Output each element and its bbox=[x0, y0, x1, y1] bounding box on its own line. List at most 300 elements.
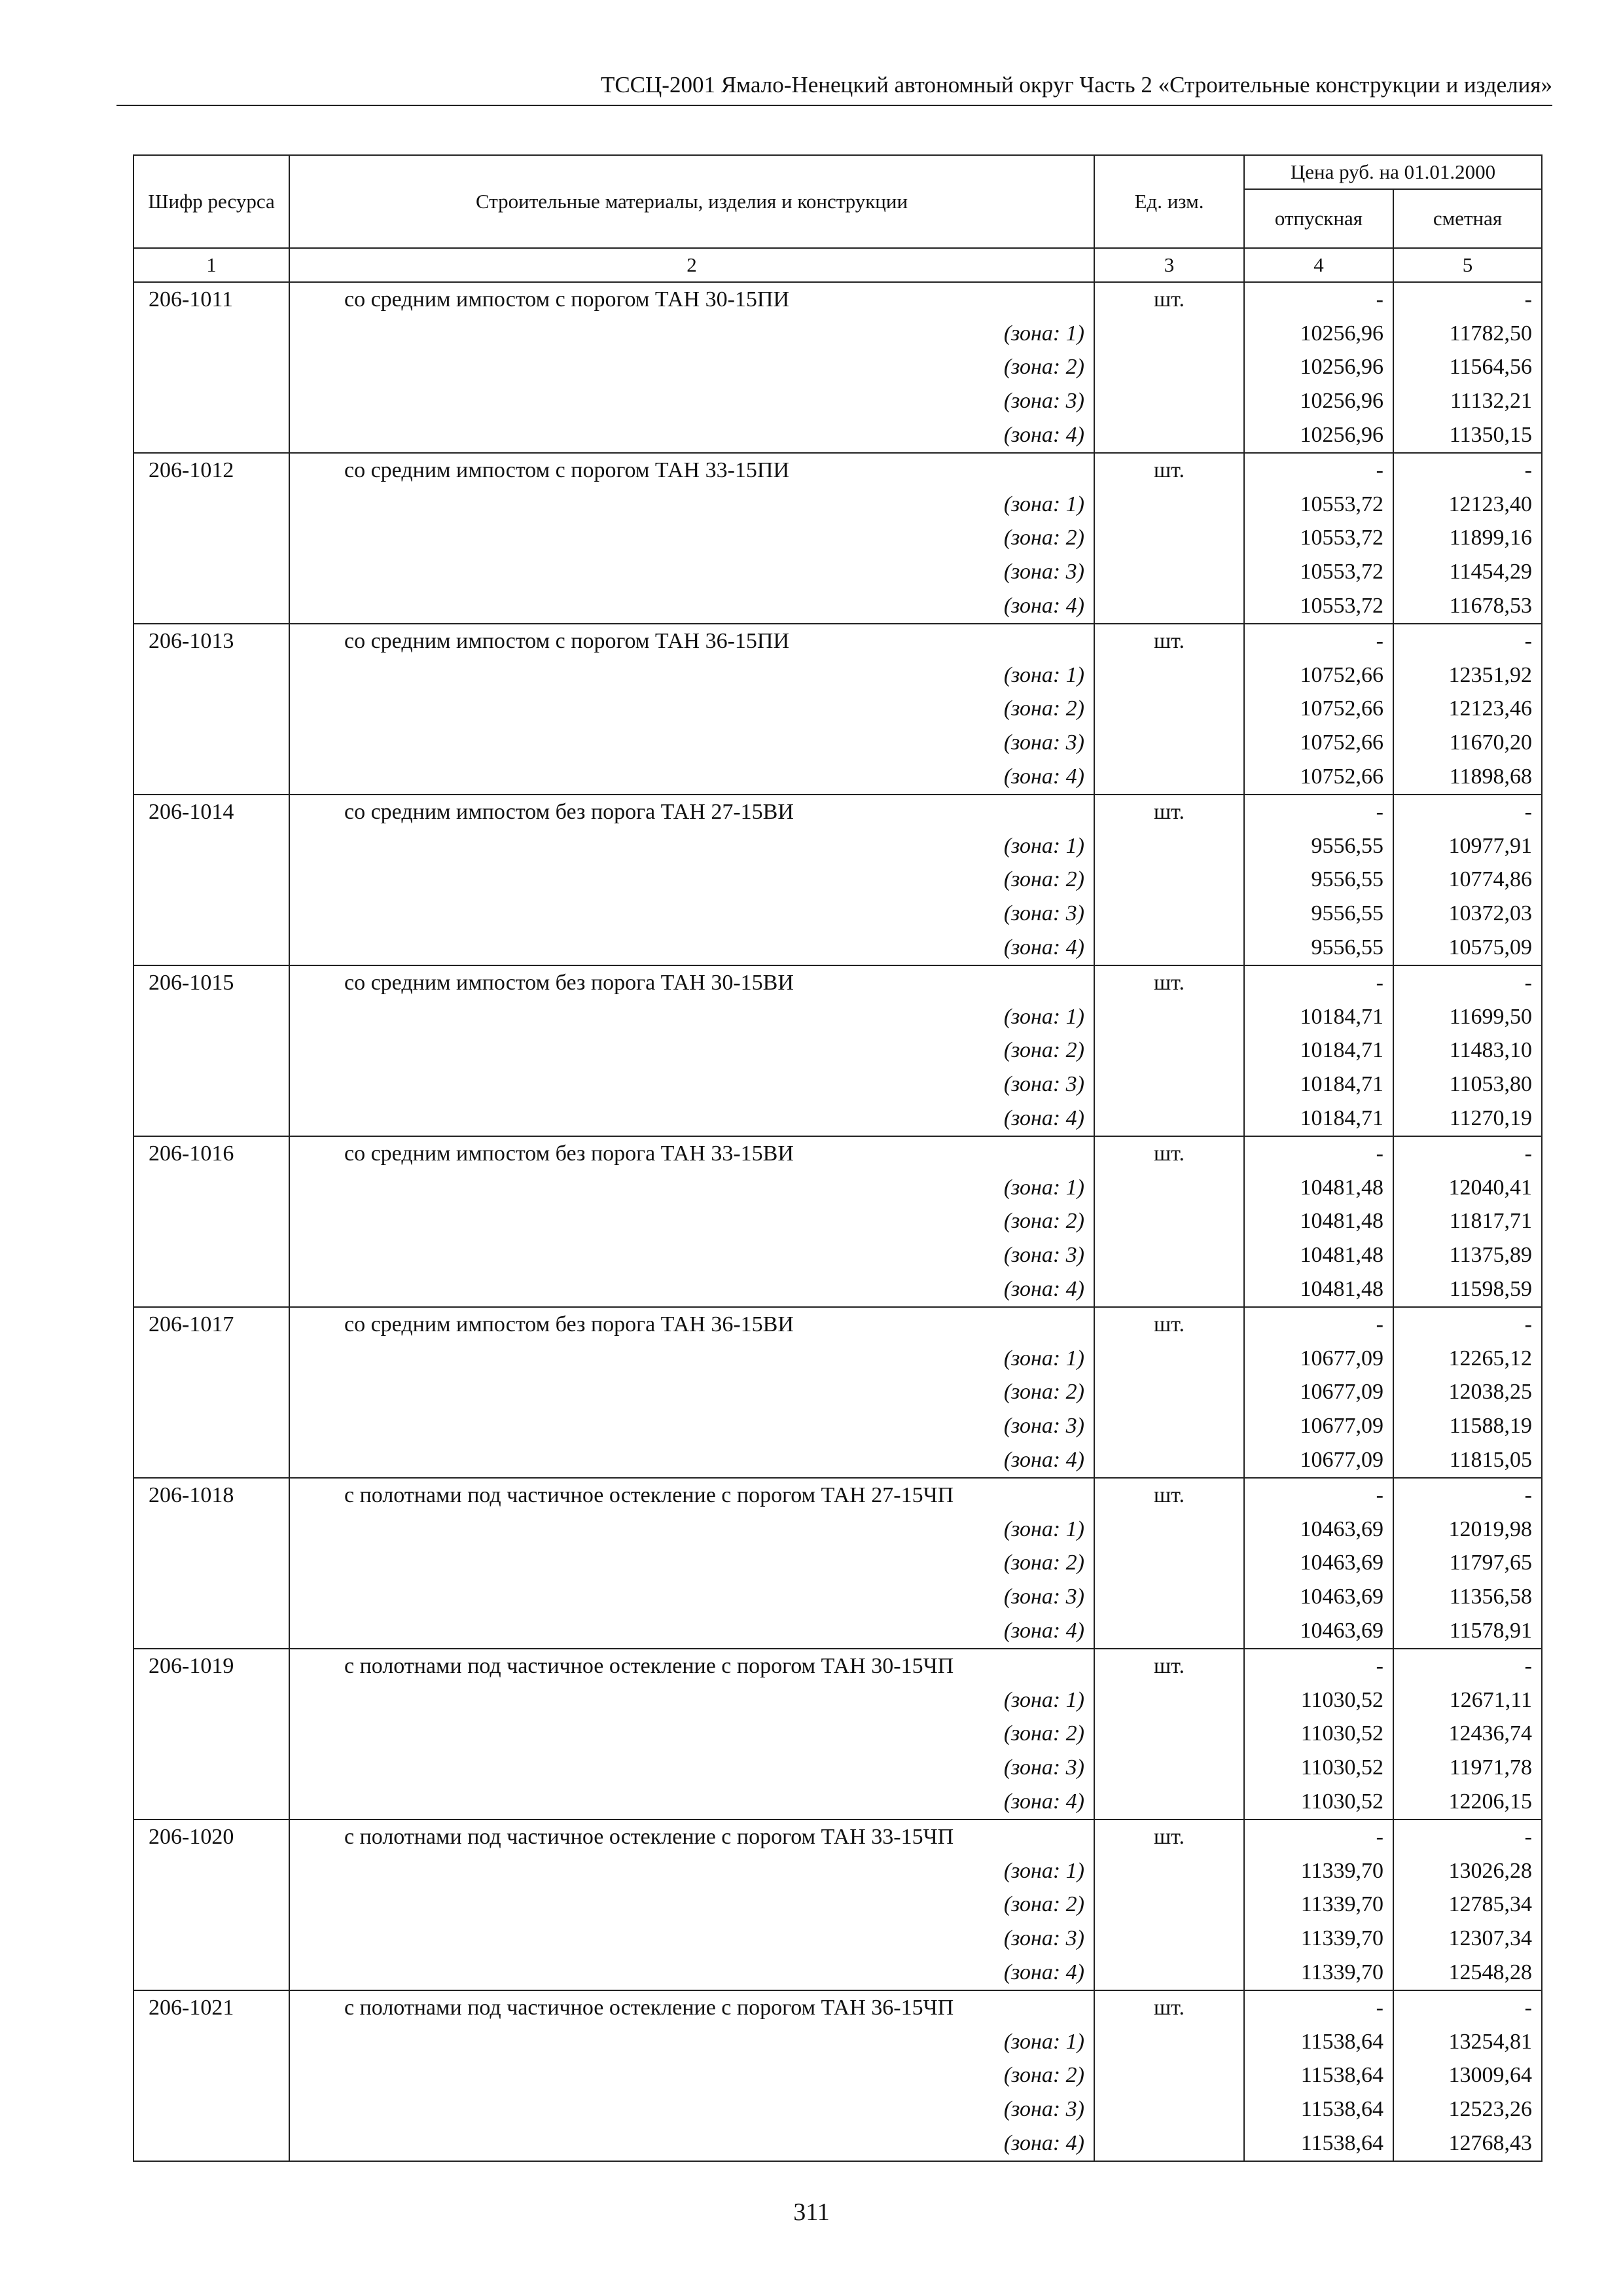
resource-code-empty bbox=[134, 1546, 289, 1580]
release-price: 10463,69 bbox=[1244, 1546, 1393, 1580]
unit-empty bbox=[1094, 1922, 1244, 1956]
zone-row bbox=[134, 1205, 1542, 1239]
resource-code-empty bbox=[134, 658, 289, 692]
release-price: 10752,66 bbox=[1244, 760, 1393, 795]
unit-empty bbox=[1094, 1342, 1244, 1376]
unit-of-measure: шт. bbox=[1094, 965, 1244, 1000]
resource-code: 206-1015 bbox=[134, 965, 289, 1000]
release-price: 11538,64 bbox=[1244, 2058, 1393, 2092]
resource-code-empty bbox=[134, 2126, 289, 2161]
estimate-price: 11454,29 bbox=[1393, 555, 1542, 589]
zone-label: (зона: 3) bbox=[289, 1751, 1094, 1785]
resource-code-empty bbox=[134, 1513, 289, 1547]
zone-row bbox=[134, 1614, 1542, 1649]
resource-code-empty bbox=[134, 1922, 289, 1956]
estimate-price: 12206,15 bbox=[1393, 1785, 1542, 1820]
unit-of-measure: шт. bbox=[1094, 1478, 1244, 1513]
estimate-price: 11782,50 bbox=[1393, 317, 1542, 351]
release-price: - bbox=[1244, 1820, 1393, 1854]
estimate-price: - bbox=[1393, 624, 1542, 658]
release-price: 11538,64 bbox=[1244, 2025, 1393, 2059]
header-release-price: отпускная bbox=[1244, 189, 1393, 248]
unit-of-measure: шт. bbox=[1094, 1136, 1244, 1171]
estimate-price: 13009,64 bbox=[1393, 2058, 1542, 2092]
zone-row bbox=[134, 1067, 1542, 1102]
estimate-price: 10774,86 bbox=[1393, 863, 1542, 897]
zone-label: (зона: 4) bbox=[289, 589, 1094, 624]
unit-empty bbox=[1094, 931, 1244, 965]
resource-code-empty bbox=[134, 2092, 289, 2126]
release-price: 10677,09 bbox=[1244, 1342, 1393, 1376]
zone-row bbox=[134, 2126, 1542, 2161]
unit-empty bbox=[1094, 2025, 1244, 2059]
release-price: 11339,70 bbox=[1244, 1854, 1393, 1888]
resource-code-empty bbox=[134, 1102, 289, 1136]
table-row bbox=[134, 453, 1542, 488]
estimate-price: 12123,46 bbox=[1393, 692, 1542, 726]
resource-code-empty bbox=[134, 1409, 289, 1443]
zone-label: (зона: 1) bbox=[289, 658, 1094, 692]
unit-empty bbox=[1094, 384, 1244, 418]
zone-row bbox=[134, 1922, 1542, 1956]
release-price: 9556,55 bbox=[1244, 829, 1393, 863]
estimate-price: 10575,09 bbox=[1393, 931, 1542, 965]
unit-empty bbox=[1094, 692, 1244, 726]
release-price: 10256,96 bbox=[1244, 351, 1393, 385]
release-price: 10256,96 bbox=[1244, 418, 1393, 453]
header-code: Шифр ресурса bbox=[134, 155, 289, 248]
zone-label: (зона: 1) bbox=[289, 1171, 1094, 1205]
zone-label: (зона: 1) bbox=[289, 829, 1094, 863]
unit-empty bbox=[1094, 760, 1244, 795]
zone-label: (зона: 2) bbox=[289, 351, 1094, 385]
header-name: Строительные материалы, изделия и конструкции bbox=[289, 155, 1094, 248]
zone-row bbox=[134, 829, 1542, 863]
estimate-price: 12040,41 bbox=[1393, 1171, 1542, 1205]
release-price: - bbox=[1244, 624, 1393, 658]
zone-row bbox=[134, 863, 1542, 897]
release-price: 10553,72 bbox=[1244, 589, 1393, 624]
zone-label: (зона: 2) bbox=[289, 863, 1094, 897]
unit-empty bbox=[1094, 418, 1244, 453]
material-name: со средним импостом с порогом ТАН 36-15ПИ bbox=[289, 624, 1094, 658]
zone-row bbox=[134, 1854, 1542, 1888]
table-row bbox=[134, 795, 1542, 829]
resource-code-empty bbox=[134, 384, 289, 418]
resource-code-empty bbox=[134, 1067, 289, 1102]
resource-code-empty bbox=[134, 863, 289, 897]
estimate-price: 11053,80 bbox=[1393, 1067, 1542, 1102]
release-price: 10752,66 bbox=[1244, 692, 1393, 726]
resource-code-empty bbox=[134, 1034, 289, 1068]
estimate-price: 12671,11 bbox=[1393, 1683, 1542, 1717]
resource-code-empty bbox=[134, 1376, 289, 1410]
estimate-price: 12523,26 bbox=[1393, 2092, 1542, 2126]
release-price: - bbox=[1244, 453, 1393, 488]
zone-label: (зона: 3) bbox=[289, 1580, 1094, 1614]
table-row bbox=[134, 1990, 1542, 2025]
unit-empty bbox=[1094, 1102, 1244, 1136]
zone-label: (зона: 2) bbox=[289, 692, 1094, 726]
zone-label: (зона: 2) bbox=[289, 522, 1094, 556]
release-price: 11030,52 bbox=[1244, 1717, 1393, 1751]
table-row bbox=[134, 1649, 1542, 1683]
resource-code-empty bbox=[134, 931, 289, 965]
estimate-price: 11564,56 bbox=[1393, 351, 1542, 385]
table-body bbox=[134, 282, 1542, 2161]
zone-row bbox=[134, 1376, 1542, 1410]
resource-code: 206-1013 bbox=[134, 624, 289, 658]
release-price: 11030,52 bbox=[1244, 1751, 1393, 1785]
resource-code: 206-1016 bbox=[134, 1136, 289, 1171]
estimate-price: 11270,19 bbox=[1393, 1102, 1542, 1136]
estimate-price: 12785,34 bbox=[1393, 1888, 1542, 1922]
zone-label: (зона: 3) bbox=[289, 897, 1094, 931]
estimate-price: 11678,53 bbox=[1393, 589, 1542, 624]
estimate-price: - bbox=[1393, 1990, 1542, 2025]
unit-empty bbox=[1094, 589, 1244, 624]
zone-label: (зона: 4) bbox=[289, 1272, 1094, 1307]
zone-label: (зона: 2) bbox=[289, 1546, 1094, 1580]
estimate-price: 11350,15 bbox=[1393, 418, 1542, 453]
zone-label: (зона: 1) bbox=[289, 1513, 1094, 1547]
resource-code-empty bbox=[134, 897, 289, 931]
resource-code-empty bbox=[134, 1272, 289, 1307]
zone-row bbox=[134, 418, 1542, 453]
unit-empty bbox=[1094, 522, 1244, 556]
resource-code-empty bbox=[134, 1000, 289, 1034]
estimate-price: - bbox=[1393, 795, 1542, 829]
resource-code: 206-1021 bbox=[134, 1990, 289, 2025]
zone-label: (зона: 3) bbox=[289, 555, 1094, 589]
header-price-group: Цена руб. на 01.01.2000 bbox=[1244, 155, 1542, 189]
resource-code-empty bbox=[134, 488, 289, 522]
table-row bbox=[134, 965, 1542, 1000]
unit-empty bbox=[1094, 1067, 1244, 1102]
zone-row bbox=[134, 1102, 1542, 1136]
table-row bbox=[134, 1820, 1542, 1854]
zone-row bbox=[134, 384, 1542, 418]
estimate-price: - bbox=[1393, 965, 1542, 1000]
unit-empty bbox=[1094, 2092, 1244, 2126]
resource-code-empty bbox=[134, 1443, 289, 1478]
column-number: 4 bbox=[1244, 248, 1393, 282]
estimate-price: 13254,81 bbox=[1393, 2025, 1542, 2059]
resource-code-empty bbox=[134, 418, 289, 453]
release-price: 10553,72 bbox=[1244, 522, 1393, 556]
release-price: - bbox=[1244, 1136, 1393, 1171]
estimate-price: 11375,89 bbox=[1393, 1238, 1542, 1272]
unit-of-measure: шт. bbox=[1094, 795, 1244, 829]
resource-code-empty bbox=[134, 2058, 289, 2092]
resource-code-empty bbox=[134, 1614, 289, 1649]
release-price: 10184,71 bbox=[1244, 1067, 1393, 1102]
release-price: 10677,09 bbox=[1244, 1376, 1393, 1410]
estimate-price: 11898,68 bbox=[1393, 760, 1542, 795]
unit-empty bbox=[1094, 658, 1244, 692]
resource-code-empty bbox=[134, 555, 289, 589]
zone-row bbox=[134, 1272, 1542, 1307]
header-unit: Ед. изм. bbox=[1094, 155, 1244, 248]
zone-row bbox=[134, 1034, 1542, 1068]
estimate-price: 11132,21 bbox=[1393, 384, 1542, 418]
estimate-price: 11899,16 bbox=[1393, 522, 1542, 556]
column-number: 2 bbox=[289, 248, 1094, 282]
unit-empty bbox=[1094, 1171, 1244, 1205]
release-price: - bbox=[1244, 1307, 1393, 1342]
zone-label: (зона: 1) bbox=[289, 1683, 1094, 1717]
zone-label: (зона: 1) bbox=[289, 2025, 1094, 2059]
zone-row bbox=[134, 1580, 1542, 1614]
zone-row bbox=[134, 1751, 1542, 1785]
release-price: - bbox=[1244, 1649, 1393, 1683]
zone-label: (зона: 4) bbox=[289, 1956, 1094, 1990]
zone-row bbox=[134, 488, 1542, 522]
zone-label: (зона: 3) bbox=[289, 726, 1094, 760]
estimate-price: 11815,05 bbox=[1393, 1443, 1542, 1478]
estimate-price: 12351,92 bbox=[1393, 658, 1542, 692]
zone-label: (зона: 1) bbox=[289, 317, 1094, 351]
resource-code-empty bbox=[134, 1888, 289, 1922]
estimate-price: 12436,74 bbox=[1393, 1717, 1542, 1751]
unit-empty bbox=[1094, 317, 1244, 351]
table-row bbox=[134, 1136, 1542, 1171]
estimate-price: - bbox=[1393, 282, 1542, 317]
unit-empty bbox=[1094, 1546, 1244, 1580]
unit-empty bbox=[1094, 351, 1244, 385]
unit-empty bbox=[1094, 1443, 1244, 1478]
release-price: 11538,64 bbox=[1244, 2092, 1393, 2126]
unit-empty bbox=[1094, 2058, 1244, 2092]
release-price: 10752,66 bbox=[1244, 726, 1393, 760]
release-price: 10553,72 bbox=[1244, 555, 1393, 589]
resource-code-empty bbox=[134, 589, 289, 624]
unit-of-measure: шт. bbox=[1094, 1990, 1244, 2025]
release-price: 11030,52 bbox=[1244, 1785, 1393, 1820]
release-price: 11538,64 bbox=[1244, 2126, 1393, 2161]
zone-label: (зона: 1) bbox=[289, 1000, 1094, 1034]
unit-of-measure: шт. bbox=[1094, 1820, 1244, 1854]
unit-empty bbox=[1094, 488, 1244, 522]
zone-row bbox=[134, 931, 1542, 965]
resource-code-empty bbox=[134, 1717, 289, 1751]
unit-empty bbox=[1094, 1717, 1244, 1751]
zone-row bbox=[134, 2058, 1542, 2092]
unit-of-measure: шт. bbox=[1094, 282, 1244, 317]
material-name: со средним импостом без порога ТАН 36-15ВИ bbox=[289, 1307, 1094, 1342]
zone-row bbox=[134, 1888, 1542, 1922]
estimate-price: 11598,59 bbox=[1393, 1272, 1542, 1307]
release-price: - bbox=[1244, 1990, 1393, 2025]
unit-empty bbox=[1094, 897, 1244, 931]
release-price: - bbox=[1244, 795, 1393, 829]
table-row bbox=[134, 624, 1542, 658]
zone-row bbox=[134, 2025, 1542, 2059]
unit-empty bbox=[1094, 1272, 1244, 1307]
estimate-price: 12768,43 bbox=[1393, 2126, 1542, 2161]
release-price: 11339,70 bbox=[1244, 1888, 1393, 1922]
zone-row bbox=[134, 692, 1542, 726]
zone-row bbox=[134, 317, 1542, 351]
zone-row bbox=[134, 1956, 1542, 1990]
zone-row bbox=[134, 555, 1542, 589]
estimate-price: 11670,20 bbox=[1393, 726, 1542, 760]
unit-of-measure: шт. bbox=[1094, 1307, 1244, 1342]
zone-row bbox=[134, 1342, 1542, 1376]
release-price: 10184,71 bbox=[1244, 1000, 1393, 1034]
unit-empty bbox=[1094, 1238, 1244, 1272]
zone-label: (зона: 2) bbox=[289, 1888, 1094, 1922]
zone-label: (зона: 3) bbox=[289, 1409, 1094, 1443]
zone-row bbox=[134, 351, 1542, 385]
zone-label: (зона: 3) bbox=[289, 1067, 1094, 1102]
material-name: со средним импостом без порога ТАН 33-15ВИ bbox=[289, 1136, 1094, 1171]
material-name: со средним импостом с порогом ТАН 33-15ПИ bbox=[289, 453, 1094, 488]
table-row bbox=[134, 282, 1542, 317]
resource-code-empty bbox=[134, 1854, 289, 1888]
resource-code-empty bbox=[134, 317, 289, 351]
release-price: 10677,09 bbox=[1244, 1409, 1393, 1443]
resource-code: 206-1019 bbox=[134, 1649, 289, 1683]
table-row bbox=[134, 1307, 1542, 1342]
unit-empty bbox=[1094, 1785, 1244, 1820]
release-price: 11339,70 bbox=[1244, 1922, 1393, 1956]
release-price: - bbox=[1244, 282, 1393, 317]
unit-empty bbox=[1094, 829, 1244, 863]
release-price: 10481,48 bbox=[1244, 1272, 1393, 1307]
material-name: со средним импостом без порога ТАН 30-15ВИ bbox=[289, 965, 1094, 1000]
zone-row bbox=[134, 1171, 1542, 1205]
header-estimate-price: сметная bbox=[1393, 189, 1542, 248]
unit-empty bbox=[1094, 1205, 1244, 1239]
release-price: 11030,52 bbox=[1244, 1683, 1393, 1717]
zone-label: (зона: 4) bbox=[289, 1443, 1094, 1478]
estimate-price: 10372,03 bbox=[1393, 897, 1542, 931]
material-name: с полотнами под частичное остекление с порогом ТАН 36-15ЧП bbox=[289, 1990, 1094, 2025]
zone-row bbox=[134, 760, 1542, 795]
zone-row bbox=[134, 1238, 1542, 1272]
release-price: - bbox=[1244, 965, 1393, 1000]
zone-label: (зона: 4) bbox=[289, 2126, 1094, 2161]
column-number: 5 bbox=[1393, 248, 1542, 282]
release-price: 10481,48 bbox=[1244, 1205, 1393, 1239]
zone-row bbox=[134, 658, 1542, 692]
estimate-price: 12038,25 bbox=[1393, 1376, 1542, 1410]
estimate-price: - bbox=[1393, 1649, 1542, 1683]
estimate-price: 11699,50 bbox=[1393, 1000, 1542, 1034]
resource-code: 206-1014 bbox=[134, 795, 289, 829]
release-price: 10752,66 bbox=[1244, 658, 1393, 692]
page-number: 311 bbox=[793, 2198, 830, 2226]
release-price: 9556,55 bbox=[1244, 897, 1393, 931]
resource-code-empty bbox=[134, 1785, 289, 1820]
unit-empty bbox=[1094, 1000, 1244, 1034]
release-price: 10463,69 bbox=[1244, 1513, 1393, 1547]
zone-row bbox=[134, 1443, 1542, 1478]
page-header: ТССЦ-2001 Ямало-Ненецкий автономный округ Часть 2 «Строительные конструкции и изделия» bbox=[116, 65, 1552, 106]
release-price: 10481,48 bbox=[1244, 1171, 1393, 1205]
resource-code-empty bbox=[134, 1205, 289, 1239]
estimate-price: - bbox=[1393, 453, 1542, 488]
release-price: 9556,55 bbox=[1244, 863, 1393, 897]
resource-code-empty bbox=[134, 1683, 289, 1717]
zone-label: (зона: 2) bbox=[289, 1717, 1094, 1751]
material-name: с полотнами под частичное остекление с порогом ТАН 30-15ЧП bbox=[289, 1649, 1094, 1683]
estimate-price: 11817,71 bbox=[1393, 1205, 1542, 1239]
resource-code-empty bbox=[134, 2025, 289, 2059]
unit-empty bbox=[1094, 863, 1244, 897]
zone-label: (зона: 2) bbox=[289, 2058, 1094, 2092]
resource-code-empty bbox=[134, 692, 289, 726]
resource-code-empty bbox=[134, 829, 289, 863]
resource-code: 206-1020 bbox=[134, 1820, 289, 1854]
estimate-price: - bbox=[1393, 1820, 1542, 1854]
estimate-price: 11971,78 bbox=[1393, 1751, 1542, 1785]
material-name: с полотнами под частичное остекление с порогом ТАН 33-15ЧП bbox=[289, 1820, 1094, 1854]
estimate-price: 11588,19 bbox=[1393, 1409, 1542, 1443]
zone-label: (зона: 4) bbox=[289, 1102, 1094, 1136]
zone-row bbox=[134, 2092, 1542, 2126]
resource-code: 206-1017 bbox=[134, 1307, 289, 1342]
resource-code-empty bbox=[134, 351, 289, 385]
resource-code-empty bbox=[134, 1580, 289, 1614]
resource-code: 206-1012 bbox=[134, 453, 289, 488]
unit-empty bbox=[1094, 2126, 1244, 2161]
estimate-price: 11797,65 bbox=[1393, 1546, 1542, 1580]
release-price: 10463,69 bbox=[1244, 1580, 1393, 1614]
zone-row bbox=[134, 1785, 1542, 1820]
resource-code-empty bbox=[134, 1171, 289, 1205]
estimate-price: 12548,28 bbox=[1393, 1956, 1542, 1990]
zone-row bbox=[134, 522, 1542, 556]
unit-empty bbox=[1094, 1956, 1244, 1990]
estimate-price: 12019,98 bbox=[1393, 1513, 1542, 1547]
zone-label: (зона: 4) bbox=[289, 1785, 1094, 1820]
zone-label: (зона: 2) bbox=[289, 1376, 1094, 1410]
release-price: 10463,69 bbox=[1244, 1614, 1393, 1649]
release-price: 10184,71 bbox=[1244, 1102, 1393, 1136]
material-name: со средним импостом с порогом ТАН 30-15ПИ bbox=[289, 282, 1094, 317]
estimate-price: 11578,91 bbox=[1393, 1614, 1542, 1649]
release-price: - bbox=[1244, 1478, 1393, 1513]
resource-code: 206-1018 bbox=[134, 1478, 289, 1513]
release-price: 10184,71 bbox=[1244, 1034, 1393, 1068]
unit-of-measure: шт. bbox=[1094, 453, 1244, 488]
zone-label: (зона: 3) bbox=[289, 2092, 1094, 2126]
zone-label: (зона: 3) bbox=[289, 1238, 1094, 1272]
resource-code-empty bbox=[134, 1956, 289, 1990]
resource-code: 206-1011 bbox=[134, 282, 289, 317]
unit-empty bbox=[1094, 1409, 1244, 1443]
estimate-price: - bbox=[1393, 1136, 1542, 1171]
zone-row bbox=[134, 897, 1542, 931]
estimate-price: - bbox=[1393, 1307, 1542, 1342]
zone-label: (зона: 4) bbox=[289, 931, 1094, 965]
unit-empty bbox=[1094, 1034, 1244, 1068]
estimate-price: - bbox=[1393, 1478, 1542, 1513]
zone-label: (зона: 2) bbox=[289, 1205, 1094, 1239]
column-number: 3 bbox=[1094, 248, 1244, 282]
zone-label: (зона: 2) bbox=[289, 1034, 1094, 1068]
release-price: 10553,72 bbox=[1244, 488, 1393, 522]
resource-code-empty bbox=[134, 726, 289, 760]
unit-empty bbox=[1094, 1376, 1244, 1410]
unit-empty bbox=[1094, 1614, 1244, 1649]
zone-row bbox=[134, 1546, 1542, 1580]
unit-empty bbox=[1094, 1683, 1244, 1717]
table-row bbox=[134, 1478, 1542, 1513]
unit-empty bbox=[1094, 1513, 1244, 1547]
